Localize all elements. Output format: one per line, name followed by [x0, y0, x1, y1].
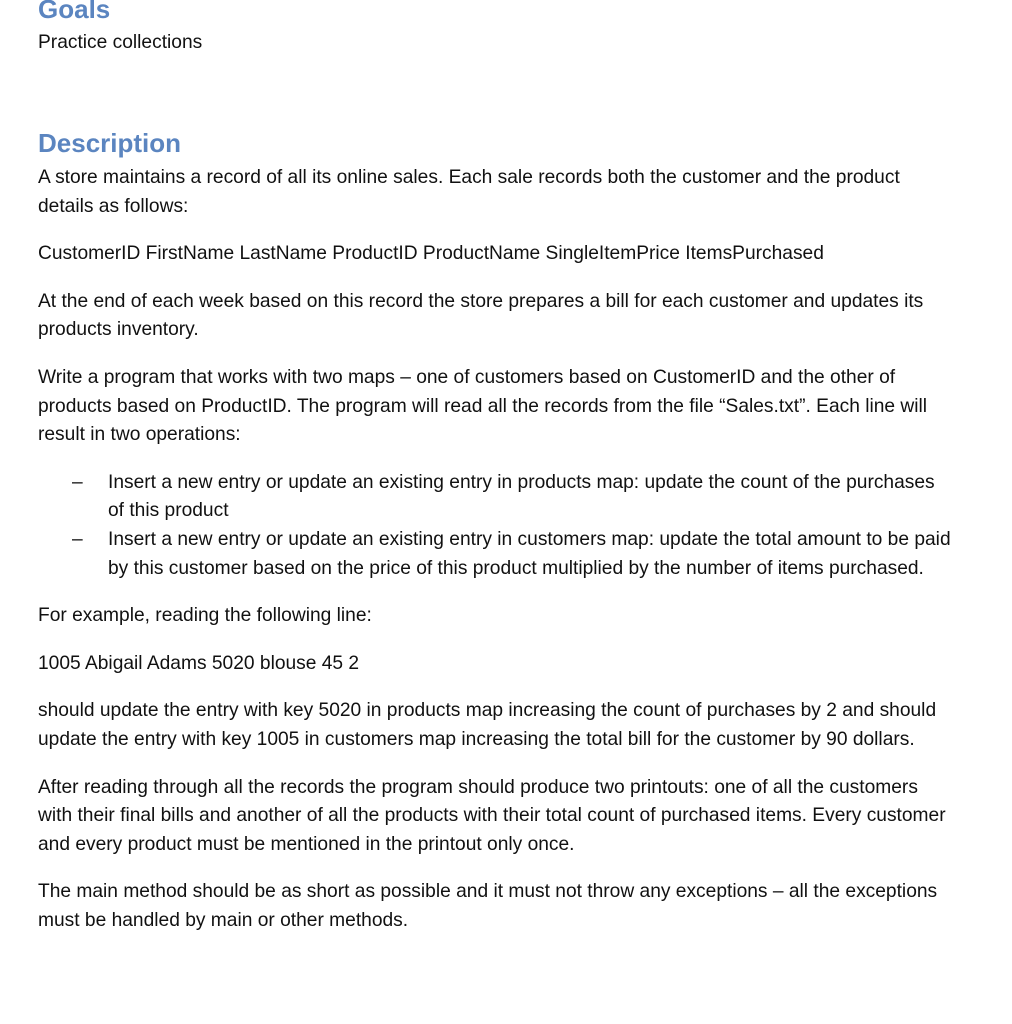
- paragraph-store-record: A store maintains a record of all its online sales. Each sale records both the customer and the product details as follows:: [38, 167, 900, 217]
- paragraph-two-maps: Write a program that works with two maps – one of customers based on CustomerID and the other of products based on ProductID. The program will read all the records from the file “Sales.txt”. Each line will result in two operations:: [38, 366, 928, 446]
- dash-bullet: –: [72, 471, 83, 493]
- list-item: [38, 526, 953, 583]
- description-heading: Description: [38, 128, 182, 158]
- list-item: [38, 469, 953, 526]
- paragraph-example-intro: For example, reading the following line:: [38, 605, 372, 627]
- goals-heading: Goals: [38, 0, 111, 24]
- paragraph-record-format: CustomerID FirstName LastName ProductID ProductName SingleItemPrice ItemsPurchased: [38, 243, 824, 265]
- list-item-text: Insert a new entry or update an existing entry in products map: update the count of the purchases of this product: [108, 471, 935, 522]
- paragraph-weekly-bill: At the end of each week based on this record the store prepares a bill for each customer and updates its products inventory.: [38, 290, 924, 341]
- paragraph-main-method: The main method should be as short as possible and it must not throw any exceptions – all the exceptions must be handled by main or other methods.: [38, 881, 938, 931]
- paragraph-example-result: should update the entry with key 5020 in products map increasing the count of purchases by 2 and should update the entry with key 1005 in customers map increasing the total bill for the customer by 90 dollars.: [38, 700, 937, 750]
- paragraph-example-line: 1005 Abigail Adams 5020 blouse 45 2: [38, 652, 360, 674]
- description-body: [38, 164, 953, 954]
- list-item-text: Insert a new entry or update an existing entry in customers map: update the total amount to be paid by this customer based on the price of this product multiplied by the number of items purchased.: [108, 528, 951, 579]
- goals-text: Practice collections: [38, 32, 203, 53]
- paragraph-printouts: After reading through all the records the program should produce two printouts: one of all the customers with their final bills and another of all the products with their total count of purchased items. Every customer and every product must be mentioned in the printout only once.: [38, 776, 946, 855]
- operations-list: [38, 469, 953, 583]
- dash-bullet: –: [72, 528, 83, 550]
